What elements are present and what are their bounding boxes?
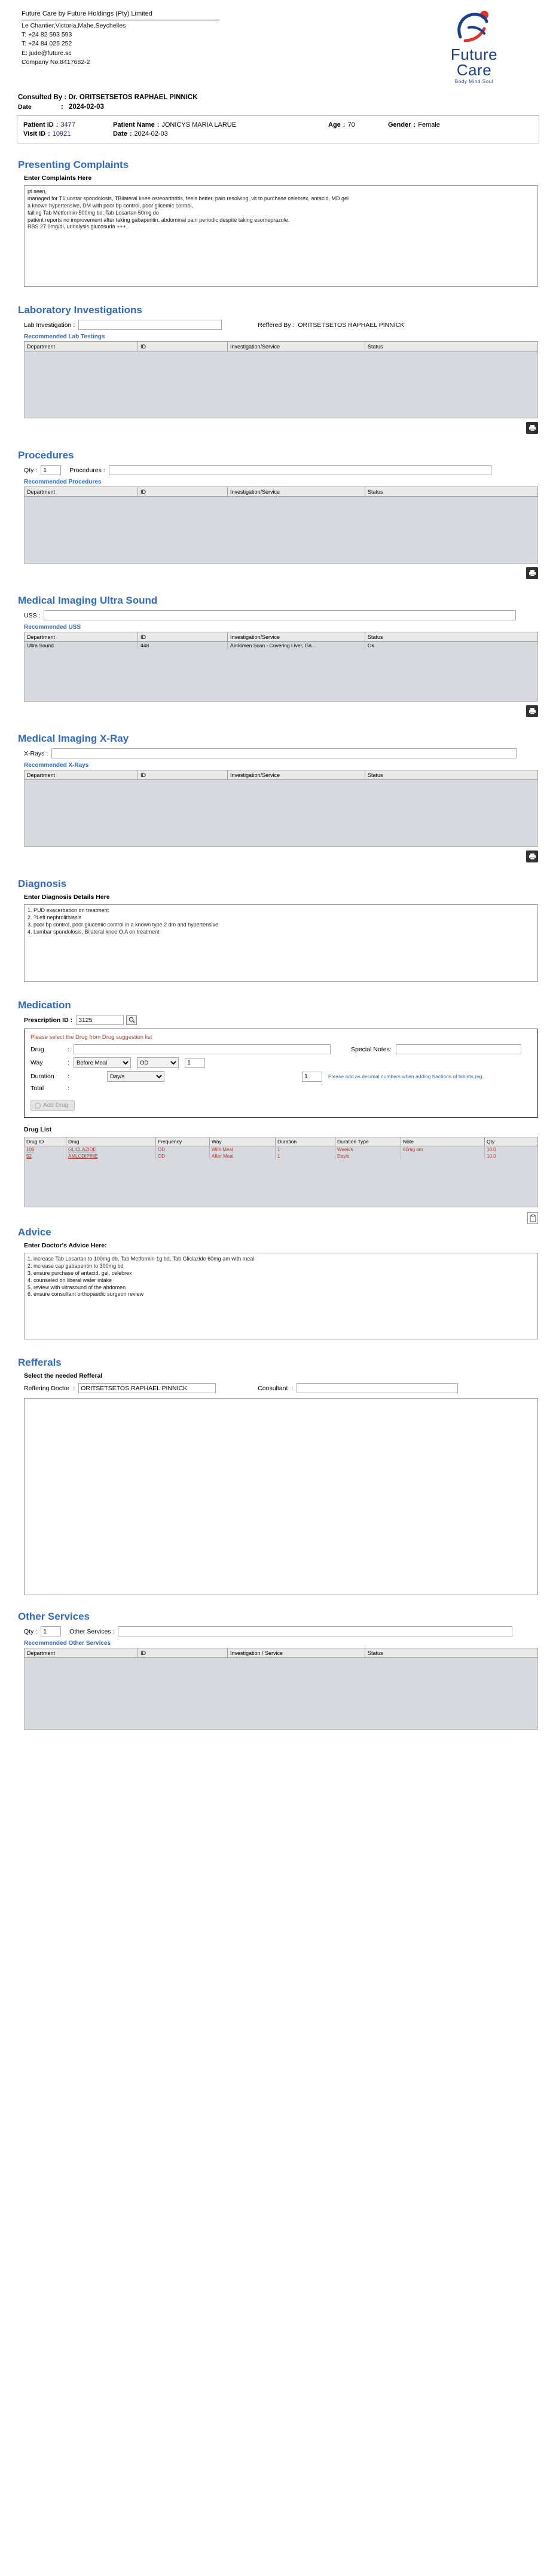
uss-table-wrap (24, 632, 538, 702)
xray-input-row (24, 748, 543, 758)
consult-date-value: 2024-02-03 (69, 103, 104, 111)
drug-cell-duration: 1 (276, 1146, 335, 1154)
procedures-qty-input[interactable] (41, 465, 61, 475)
uss-label: USS : (24, 611, 41, 619)
referrals-subheading: Select the needed Refferal (24, 1372, 103, 1379)
uss-col-service: Investigation/Service (228, 632, 365, 642)
patient-id-value: 3477 (60, 121, 75, 129)
logo-mark-icon (429, 10, 519, 47)
uss-input-row (24, 610, 543, 620)
drug-list-table (24, 1137, 538, 1159)
other-services-table-wrap (24, 1648, 538, 1730)
duration-colon: : (68, 1073, 69, 1080)
other-services-label: Other Services : (69, 1627, 115, 1635)
clinic-company-no: Company No.8417682-2 (22, 58, 90, 66)
visit-date-cell (113, 130, 179, 137)
drug-cell-frequency: OD (156, 1153, 210, 1159)
proc-col-service: Investigation/Service (228, 487, 365, 497)
lab-referred-by-value: ORITSETSETOS RAPHAEL PINNICK (298, 321, 405, 329)
lab-table (24, 341, 538, 351)
duration-type-select[interactable] (107, 1071, 164, 1082)
referring-doctor-row (24, 1383, 543, 1393)
duration-number-input[interactable] (302, 1072, 322, 1082)
recommended-procedures-label: Recommended Procedures (24, 479, 102, 485)
consult-date-row (18, 103, 543, 111)
os-col-id: ID (138, 1648, 228, 1658)
table-row[interactable] (25, 642, 538, 650)
section-heading-ultrasound: Medical Imaging Ultra Sound (18, 595, 158, 606)
xray-table-body[interactable] (24, 780, 538, 847)
drug-cell-note (401, 1153, 485, 1159)
xray-table (24, 770, 538, 780)
clinic-name-text: Future Care by Future Holdings (Pty) Limited (22, 10, 152, 17)
lab-col-service: Investigation/Service (228, 342, 365, 351)
other-services-table (24, 1648, 538, 1658)
xray-col-id: ID (138, 770, 228, 780)
uss-table (24, 632, 538, 649)
add-icon (35, 1103, 41, 1109)
advice-textarea[interactable] (24, 1253, 538, 1339)
visit-date-colon: : (129, 130, 132, 137)
consulted-by-value: Dr. ORITSETSETOS RAPHAEL PINNICK (68, 94, 198, 101)
section-heading-procedures: Procedures (18, 449, 74, 461)
drug-col-duration: Duration (276, 1137, 335, 1146)
diagnosis-textarea[interactable] (24, 904, 538, 982)
patient-gender-label: Gender (388, 121, 411, 129)
drug-cell-frequency: OD (156, 1146, 210, 1154)
drug-colon: : (68, 1045, 69, 1053)
complaints-subheading: Enter Complaints Here (24, 175, 92, 182)
referring-doctor-colon: : (73, 1384, 75, 1392)
consult-date-colon: : (61, 103, 63, 111)
patient-row-2 (23, 130, 533, 137)
logo-tagline: Body Mind Soul (454, 79, 494, 84)
section-heading-xray: Medical Imaging X-Ray (18, 733, 129, 744)
lab-table-body[interactable] (24, 351, 538, 418)
patient-name-value: JONICYS MARIA LARUE (161, 121, 237, 129)
advice-clipboard-row (24, 1212, 538, 1224)
drug-col-drug: Drug (66, 1137, 156, 1146)
section-heading-lab: Laboratory Investigations (18, 304, 142, 316)
drug-col-duration-type: Duration Type (335, 1137, 401, 1146)
drug-cell-way: With Meal (210, 1146, 276, 1154)
section-heading-advice: Advice (18, 1226, 51, 1238)
print-icon[interactable] (526, 422, 538, 434)
other-services-qty-label: Qty : (24, 1627, 38, 1635)
referring-doctor-input[interactable] (78, 1383, 216, 1393)
xray-table-header-row (25, 770, 538, 780)
logo (411, 10, 537, 84)
recommended-xray-label: Recommended X-Rays (24, 762, 89, 769)
drug-row (30, 1044, 531, 1054)
total-colon: : (68, 1085, 69, 1092)
xray-table-wrap (24, 770, 538, 847)
consultant-label: Consultant (258, 1384, 288, 1392)
lab-col-status: Status (365, 342, 538, 351)
drug-list-wrap (24, 1137, 538, 1207)
frequency-number-input[interactable] (185, 1058, 205, 1068)
special-notes-input[interactable] (396, 1044, 521, 1054)
page-header (13, 0, 543, 90)
section-heading-other-services: Other Services (18, 1611, 90, 1622)
patient-id-colon: : (56, 121, 59, 129)
duration-row (30, 1071, 531, 1082)
diagnosis-subheading: Enter Diagnosis Details Here (24, 894, 110, 901)
visit-date-value: 2024-02-03 (134, 130, 168, 137)
logo-text-future: Future (450, 45, 498, 63)
procedures-table-body[interactable] (24, 497, 538, 564)
patient-gender-cell (388, 121, 451, 129)
add-drug-label: Add Drug (43, 1102, 69, 1109)
visit-id-value: 10921 (52, 130, 71, 137)
prescription-id-row (24, 1015, 543, 1025)
lab-table-header-row (25, 342, 538, 351)
recommended-lab-label: Recommended Lab Testings (24, 334, 105, 340)
uss-table-body-empty[interactable] (24, 649, 538, 702)
drug-col-way: Way (210, 1137, 276, 1146)
special-notes-colon: : (389, 1045, 392, 1053)
other-services-input[interactable] (118, 1626, 512, 1636)
drug-label: Drug (30, 1045, 44, 1053)
logo-text-care: Care (456, 61, 492, 79)
drug-cell-duration-type: Day/s (335, 1153, 401, 1159)
patient-summary-bar (17, 115, 539, 143)
section-heading-referrals: Refferals (18, 1357, 62, 1368)
way-select[interactable] (74, 1057, 131, 1068)
consulted-by-row (18, 94, 543, 101)
other-services-header-row (25, 1648, 538, 1658)
print-icon[interactable] (526, 850, 538, 862)
uss-col-status: Status (365, 632, 538, 642)
patient-name-cell (113, 121, 328, 129)
drug-cell-note: 60mg am (401, 1146, 485, 1154)
procedures-input[interactable] (109, 465, 491, 475)
recommended-other-services-label: Recommended Other Services (24, 1640, 111, 1647)
other-services-input-row (24, 1626, 543, 1636)
patient-name-colon: : (157, 121, 160, 129)
uss-col-department: Department (25, 632, 138, 642)
complaints-textarea[interactable] (24, 185, 538, 287)
drug-cell-way: After Meal (210, 1153, 276, 1159)
patient-id-label: Patient ID (23, 121, 54, 129)
uss-cell-status: Ok (365, 642, 538, 650)
proc-col-status: Status (365, 487, 538, 497)
visit-id-label: Visit ID (23, 130, 46, 137)
prescription-id-label: Prescription ID : (24, 1016, 73, 1024)
procedures-input-row (24, 465, 543, 475)
section-heading-medication: Medication (18, 999, 71, 1011)
xray-col-department: Department (25, 770, 138, 780)
os-col-service: Investigation / Service (228, 1648, 365, 1658)
clipboard-icon[interactable] (527, 1212, 538, 1224)
patient-id-cell (23, 121, 113, 129)
visit-date-label: Date (113, 130, 127, 137)
duration-note: Please add as decimal numbers when adding fractions of tablets (eg.. (328, 1073, 485, 1079)
procedures-qty-label: Qty : (24, 466, 38, 474)
table-row[interactable] (25, 1153, 538, 1159)
uss-table-header-row (25, 632, 538, 642)
proc-col-department: Department (25, 487, 138, 497)
consulted-by-label: Consulted By : (18, 94, 67, 101)
referral-list-panel[interactable] (24, 1398, 538, 1595)
drug-cell-id[interactable]: 108 (25, 1146, 66, 1154)
os-col-status: Status (365, 1648, 538, 1658)
lab-investigation-input[interactable] (78, 320, 222, 330)
drug-cell-id[interactable]: 52 (25, 1153, 66, 1159)
patient-gender-colon: : (413, 121, 416, 129)
patient-age-value: 70 (347, 121, 355, 129)
total-label: Total (30, 1085, 44, 1092)
uss-input[interactable] (44, 610, 516, 620)
drug-list-body-empty[interactable] (24, 1159, 538, 1207)
procedures-label: Procedures : (69, 466, 105, 474)
patient-gender-value: Female (418, 121, 440, 129)
consultant-input[interactable] (297, 1383, 458, 1393)
procedures-table-header-row (25, 487, 538, 497)
table-row[interactable] (25, 1146, 538, 1154)
xray-input[interactable] (51, 748, 517, 758)
print-icon[interactable] (526, 567, 538, 579)
section-heading-diagnosis: Diagnosis (18, 878, 67, 889)
uss-cell-service: Abdomen Scan - Covering Liver, Ga... (228, 642, 365, 650)
patient-row-1 (23, 121, 533, 129)
xray-col-status: Status (365, 770, 538, 780)
patient-name-label: Patient Name (113, 121, 155, 129)
uss-cell-id: 448 (138, 642, 228, 650)
medication-warning: Please select the Drug from Drug suggestion list (30, 1034, 152, 1041)
lab-print-row (24, 422, 538, 434)
drug-cell-drug[interactable]: AMLODIPINE (66, 1153, 156, 1159)
drug-col-qty: Qty (485, 1137, 538, 1146)
clinic-tel-2: T: +24 84 025 252 (22, 40, 72, 48)
lab-col-id: ID (138, 342, 228, 351)
clinic-email: E: jude@future.sc (22, 49, 72, 57)
print-icon[interactable] (526, 705, 538, 717)
xray-col-service: Investigation/Service (228, 770, 365, 780)
referring-doctor-label: Reffering Doctor (24, 1384, 70, 1392)
other-services-table-body[interactable] (24, 1658, 538, 1730)
total-row (30, 1085, 531, 1092)
frequency-select[interactable] (137, 1057, 179, 1068)
xray-print-row (24, 850, 538, 862)
consult-date-label: Date (18, 103, 32, 111)
lab-investigation-label: Lab Investigation : (24, 321, 75, 329)
patient-age-cell (328, 121, 388, 129)
drug-cell-drug[interactable]: GLICLAZIDE (66, 1146, 156, 1154)
drug-input[interactable] (74, 1044, 331, 1054)
drug-cell-duration-type: Week/s (335, 1146, 401, 1154)
lab-table-wrap (24, 341, 538, 418)
clinic-tel-1: T: +24 82 593 593 (22, 31, 72, 39)
drug-col-note: Note (401, 1137, 485, 1146)
consultant-colon: : (291, 1384, 294, 1392)
advice-subheading: Enter Doctor's Advice Here: (24, 1242, 107, 1249)
uss-cell-department: Ultra Sound (25, 642, 138, 650)
drug-cell-qty: 10.0 (485, 1153, 538, 1159)
visit-id-colon: : (48, 130, 50, 137)
drug-list-header-row (25, 1137, 538, 1146)
lab-investigation-row (24, 320, 543, 330)
duration-label: Duration (30, 1073, 54, 1080)
patient-age-label: Age (328, 121, 341, 129)
procedures-print-row (24, 567, 538, 579)
procedures-table-wrap (24, 487, 538, 564)
uss-print-row (24, 705, 538, 717)
proc-col-id: ID (138, 487, 228, 497)
other-services-qty-input[interactable] (41, 1626, 61, 1636)
prescription-search-icon[interactable] (126, 1015, 137, 1025)
drug-col-id: Drug ID (25, 1137, 66, 1146)
way-row (30, 1057, 531, 1068)
clinic-info (22, 10, 219, 67)
drug-col-frequency: Frequency (156, 1137, 210, 1146)
medication-entry-panel (24, 1029, 538, 1118)
lab-col-department: Department (25, 342, 138, 351)
prescription-id-input[interactable] (76, 1015, 124, 1025)
section-heading-complaints: Presenting Complaints (18, 159, 129, 170)
visit-id-cell (23, 130, 113, 137)
drug-cell-duration: 1 (276, 1153, 335, 1159)
way-label: Way (30, 1059, 43, 1066)
clinic-address: Le Chantier,Victoria,Mahe,Seychelles (22, 22, 126, 29)
patient-age-colon: : (343, 121, 346, 129)
recommended-uss-label: Recommended USS (24, 624, 81, 631)
clinic-name (22, 10, 219, 19)
os-col-department: Department (25, 1648, 138, 1658)
drug-list-title: Drug List (24, 1126, 52, 1133)
procedures-table (24, 487, 538, 497)
xray-label: X-Rays : (24, 749, 48, 757)
lab-referred-by-label: Reffered By : (258, 321, 295, 329)
add-drug-button[interactable] (30, 1100, 75, 1111)
way-colon: : (68, 1059, 69, 1066)
special-notes-label: Special Notes (351, 1045, 390, 1053)
drug-cell-qty: 10.0 (485, 1146, 538, 1154)
uss-col-id: ID (138, 632, 228, 642)
